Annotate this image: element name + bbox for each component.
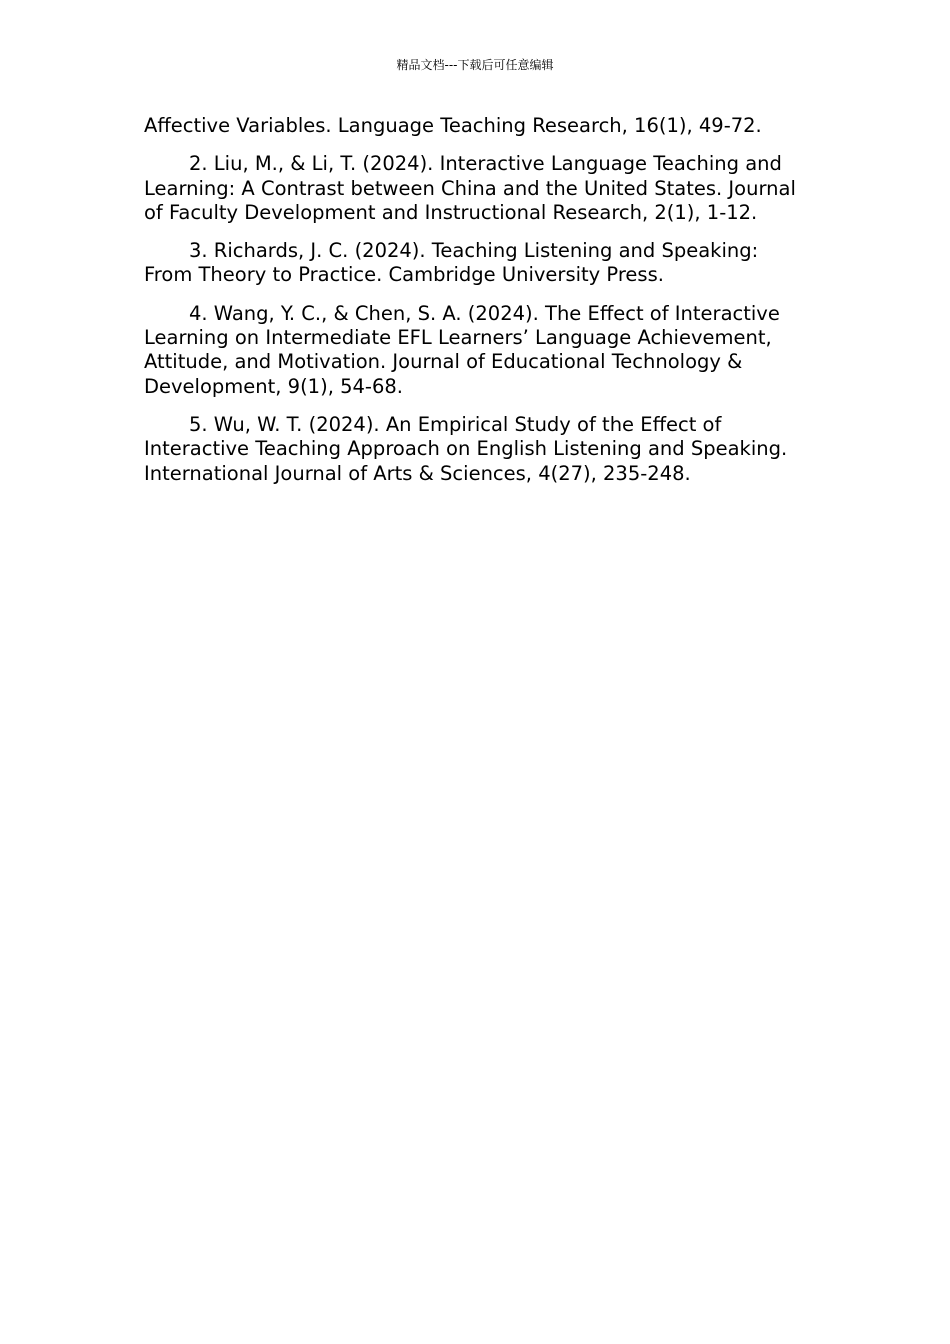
reference-item-3: 3. Richards, J. C. (2024). Teaching Listening and Speaking: From Theory to Practice. Cambridge University Press. xyxy=(144,239,759,287)
page-header: 精品文档---下载后可任意编辑 xyxy=(396,58,554,72)
reference-list xyxy=(144,114,809,500)
reference-item-4: 4. Wang, Y. C., & Chen, S. A. (2024). The Effect of Interactive Learning on Intermediate EFL Learners’ Language Achievement, Attitude, and Motivation. Journal of Educational Technology & Development, 9(1), 54-68. xyxy=(144,301,780,398)
reference-item-5: 5. Wu, W. T. (2024). An Empirical Study of the Effect of Interactive Teaching Approach on English Listening and Speaking. International Journal of Arts & Sciences, 4(27), 235-248. xyxy=(144,412,788,485)
reference-item-2: 2. Liu, M., & Li, T. (2024). Interactive Language Teaching and Learning: A Contrast between China and the United States. Journal of Faculty Development and Instructional Research, 2(1), 1-12. xyxy=(144,152,796,224)
reference-continuation: Affective Variables. Language Teaching Research, 16(1), 49-72. xyxy=(144,114,762,137)
